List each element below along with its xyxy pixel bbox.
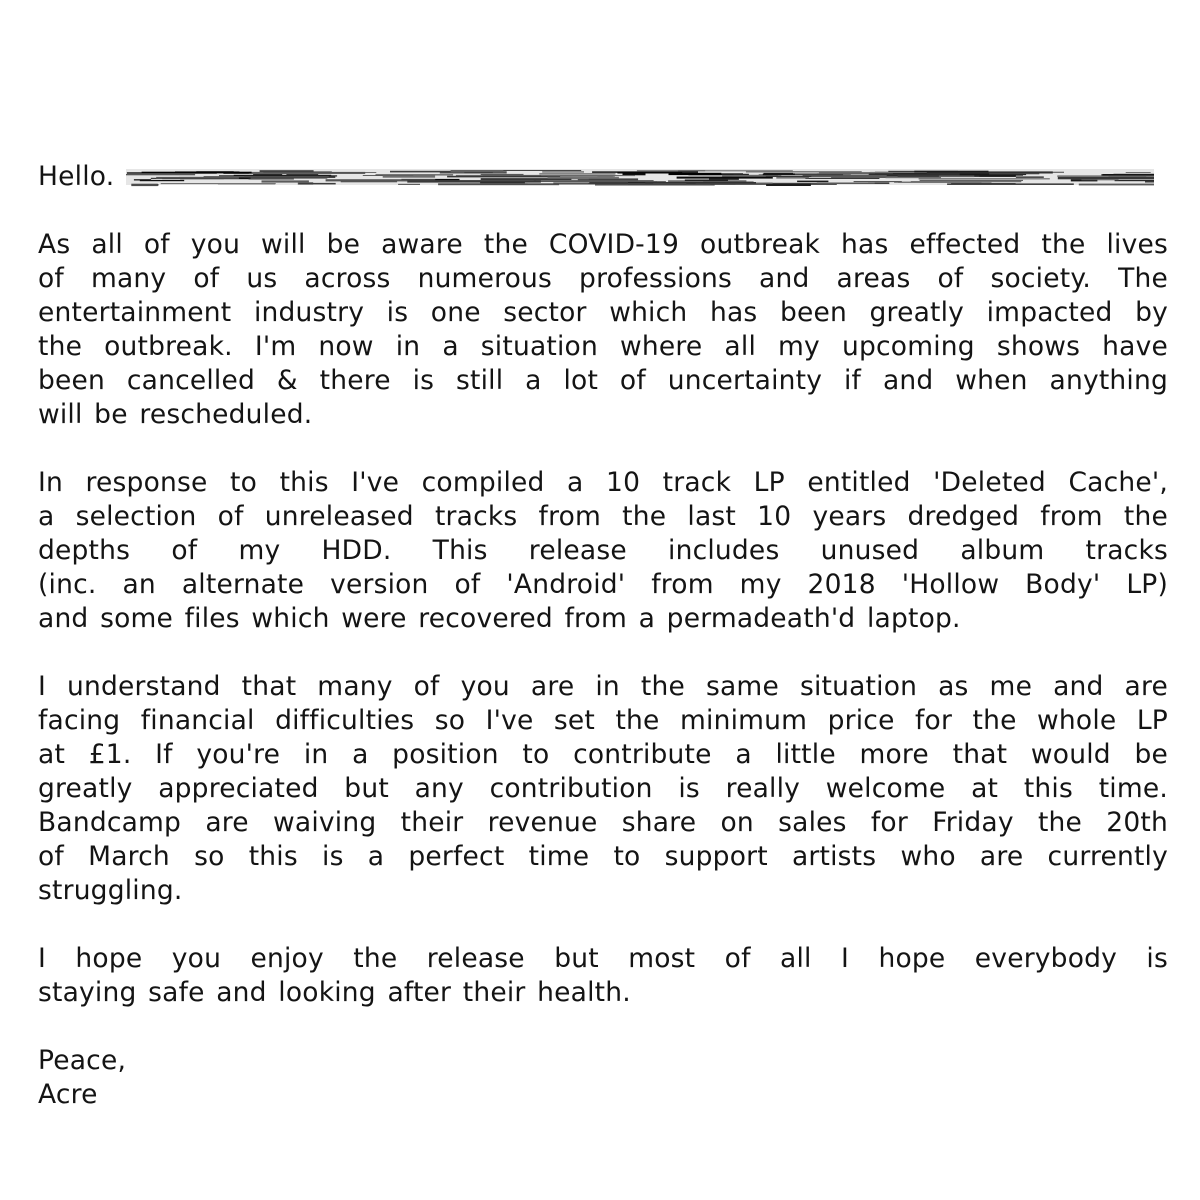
paragraph	[38, 466, 1168, 636]
scribble-stroke	[1126, 172, 1151, 173]
signature: Acre	[38, 1079, 98, 1110]
scribble-stroke	[1016, 176, 1044, 178]
scribble-stroke	[299, 183, 336, 185]
scribble-stroke	[1079, 184, 1154, 186]
scribble-stroke	[1058, 177, 1154, 179]
scribble-stroke	[260, 170, 314, 172]
text-line: Bandcamp are waiving their revenue share on sales for Friday the 20th	[38, 807, 1168, 838]
scribble-stroke	[646, 182, 757, 184]
text-line: facing financial difficulties so I've set the minimum price for the whole LP	[38, 705, 1168, 736]
text-line: and some files which were recovered from a permadeath'd laptop.	[38, 603, 961, 634]
scribble-stroke	[980, 176, 1016, 178]
scribble-stroke	[766, 176, 812, 177]
scribble-stroke	[911, 181, 1022, 182]
scribble-stroke	[677, 177, 773, 179]
text-line: will be rescheduled.	[38, 399, 313, 430]
paragraph	[38, 670, 1168, 908]
scribble-stroke	[264, 172, 377, 173]
scribble-stroke	[157, 177, 240, 179]
scribble-stroke	[939, 175, 974, 177]
scribble-stroke	[540, 174, 616, 175]
scribble-stroke	[245, 176, 330, 178]
scribble-stroke	[766, 184, 811, 186]
scribble-stroke	[496, 170, 581, 171]
scribble-stroke	[451, 170, 504, 172]
text-line: the outbreak. I'm now in a situation where all my upcoming shows have	[38, 331, 1168, 362]
text-line: staying safe and looking after their health.	[38, 977, 631, 1008]
scribble-stroke	[287, 174, 319, 176]
scribble-stroke	[541, 175, 635, 176]
text-line: (inc. an alternate version of 'Android' from my 2018 'Hollow Body' LP)	[38, 569, 1168, 600]
scribble-stroke	[637, 170, 705, 171]
scribble-stroke	[1114, 174, 1155, 176]
scribble-stroke	[249, 179, 294, 180]
text-line: at £1. If you're in a position to contribute a little more that would be	[38, 739, 1168, 770]
greeting: Hello.	[38, 161, 115, 192]
scribble-stroke	[1082, 180, 1119, 181]
scribble-stroke	[920, 180, 1023, 181]
scribble-stroke	[438, 183, 559, 185]
scribble-stroke	[947, 184, 1074, 185]
scribble-stroke	[797, 181, 828, 183]
scribble-stroke	[806, 178, 880, 179]
scribble-stroke	[669, 173, 722, 175]
scribble-stroke	[134, 179, 151, 180]
scribble-stroke	[817, 183, 875, 185]
text-line: been cancelled & there is still a lot of uncertainty if and when anything	[38, 365, 1168, 396]
scribble-stroke	[919, 178, 1050, 179]
scribble-stroke	[408, 180, 542, 182]
scribble-stroke	[1058, 175, 1155, 177]
paragraph	[38, 942, 1168, 1010]
scribble-stroke	[543, 172, 585, 173]
text-line: I understand that many of you are in the same situation as me and are	[38, 671, 1168, 702]
text-line: a selection of unreleased tracks from the last 10 years dredged from the	[38, 501, 1168, 532]
scribble-stroke	[746, 171, 862, 172]
scribble-stroke	[548, 177, 619, 179]
text-line: As all of you will be aware the COVID-19 outbreak has effected the lives	[38, 229, 1168, 260]
scribble-stroke	[132, 184, 159, 186]
scribble-stroke	[398, 184, 420, 185]
text-line: entertainment industry is one sector which has been greatly impacted by	[38, 297, 1168, 328]
scribble-stroke	[819, 173, 870, 174]
scribble-stroke	[685, 180, 728, 181]
scribble-stroke	[126, 174, 195, 175]
scribble-stroke	[142, 172, 252, 174]
scribble-stroke	[592, 171, 698, 172]
scribble-stroke	[376, 174, 454, 175]
signoff-block	[38, 1044, 1168, 1112]
scribble-stroke	[803, 175, 887, 177]
scribble-stroke	[161, 183, 276, 184]
scribble-stroke	[763, 174, 795, 175]
letter-body	[38, 228, 1168, 1010]
scribble-stroke	[1145, 181, 1154, 183]
text-line: In response to this I've compiled a 10 track LP entitled 'Deleted Cache',	[38, 467, 1168, 498]
letter	[38, 160, 1168, 1112]
redacted-scribble	[126, 165, 1154, 189]
scribble-stroke	[253, 174, 282, 175]
text-line: struggling.	[38, 875, 183, 906]
greeting-row	[38, 160, 1168, 194]
scribble-stroke	[383, 175, 435, 177]
scribble-stroke	[915, 171, 989, 173]
paragraph	[38, 228, 1168, 432]
signoff: Peace,	[38, 1045, 127, 1076]
text-line: greatly appreciated but any contribution is really welcome at this time.	[38, 773, 1168, 804]
scribble-stroke	[534, 180, 654, 182]
text-line: I hope you enjoy the release but most of all I hope everybody is	[38, 943, 1168, 974]
text-line: depths of my HDD. This release includes unused album tracks	[38, 535, 1168, 566]
text-line: of many of us across numerous professions and areas of society. The	[38, 263, 1168, 294]
text-line: of March so this is a perfect time to support artists who are currently	[38, 841, 1168, 872]
